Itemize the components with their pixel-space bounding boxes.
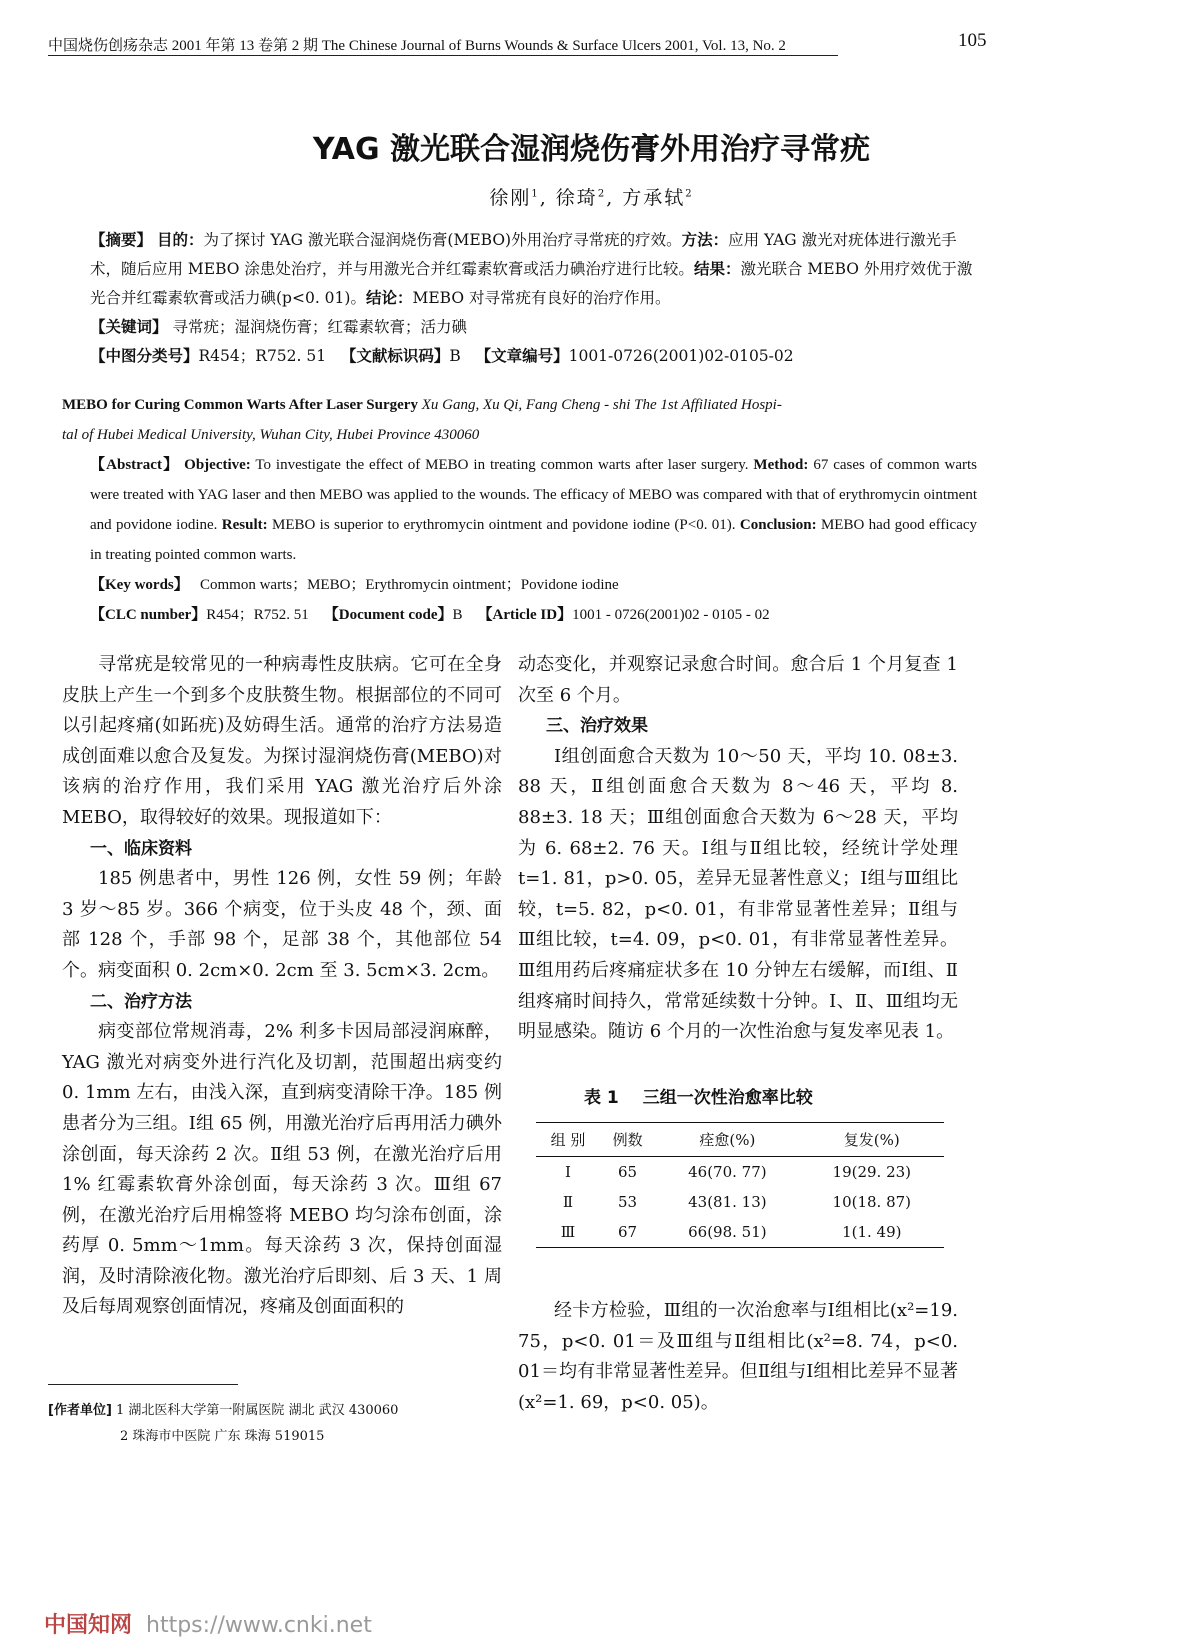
intro-paragraph: 寻常疣是较常见的一种病毒性皮肤病。它可在全身皮肤上产生一个到多个皮肤赘生物。根据部位的不同可以引起疼痛(如跖疣)及妨碍生活。通常的治疗方法易造成创面难以愈合及复发。为探讨湿润烧伤膏(MEBO)对该病的治疗作用，我们采用 YAG 激光治疗后外涂 MEBO，取得较好的效果。现报道如下： [62,654,502,828]
cnki-url[interactable]: https://www.cnki.net [146,1613,372,1638]
cnki-watermark [44,1608,372,1639]
author-affil-mark: 1 [531,188,540,200]
english-title-line [62,390,977,420]
section-heading: 三、治疗效果 [546,716,648,737]
english-affiliation: Xu Gang, Xu Qi, Fang Cheng - shi The 1st Affiliated Hospi- [421,397,782,413]
table-label: 表 1 [584,1088,619,1108]
header-rule [48,55,838,56]
author-name: 徐刚 [489,187,532,209]
article-title: YAG 激光联合湿润烧伤膏外用治疗寻常疣 [312,132,871,167]
table-caption: 表 1 三组一次性治愈率比较 [584,1088,813,1108]
table-row: Ⅱ 53 43(81. 13) 10(18. 87) [562,1193,912,1211]
author-list: 徐刚$^1$, 徐琦$^2$, 方承轼$^2$ [489,187,694,209]
section-heading: 二、治疗方法 [90,991,192,1012]
page-number: 105 [958,30,987,51]
cnki-logo-text: 中国知网 [44,1613,133,1638]
classification-en: 【CLC number】R454；R752. 51 【Document code】B 【Article ID】1001 - 0726(2001)02 - 0105 - 02 [90,607,770,623]
author-affil-mark: 2 [597,188,607,200]
section-heading: 一、临床资料 [90,838,192,859]
table-header-cell: 例数 [600,1123,655,1157]
body-right-column [518,650,958,1048]
author-affiliation-footnote: [作者单位] 1 湖北医科大学第一附属医院 湖北 武汉 430060 2 珠海市中医院 广东 珠海 519015 [48,1403,399,1444]
continued-paragraph: 动态变化，并观察记录愈合时间。愈合后 1 个月复查 1 次至 6 个月。 [518,654,958,706]
table-row: Ⅰ 65 46(70. 77) 19(29. 23) [565,1163,912,1181]
abstract-cn: 【摘要】 目的：为了探讨 YAG 激光联合湿润烧伤膏(MEBO)外用治疗寻常疣的疗效。方法：应用 YAG 激光对疣体进行激光手术，随后应用 MEBO 涂患处治疗，并与用激光合并红霉素软膏或活力碘治疗进行比较。结果：激光联合 MEBO 外用疗效优于激光合并红霉素软膏或活力碘(p<0. 01)。结论：MEBO 对寻常疣有良好的治疗作用。 【关键词】 寻常疣；湿润烧伤膏；红霉素软膏；活力碘 【中图分类号】R454；R752. 51 【文献标识码】B 【文章编号】1001-0726(2001)02-0105-02 [62,226,977,371]
table-header-cell: 痊愈(%) [655,1123,799,1157]
body-left-column [62,650,502,1323]
author-name: 徐琦 [555,187,598,209]
clinical-data-paragraph: 185 例患者中，男性 126 例，女性 59 例；年龄 3 岁～85 岁。366 个病变，位于头皮 48 个，颈、面部 128 个，手部 98 个，足部 38 个，其他部位 54 个。病变面积 0. 2cm×0. 2cm 至 3. 5cm×3. 2cm。 [62,868,502,981]
classification-cn: 【中图分类号】R454；R752. 51 【文献标识码】B 【文章编号】1001-0726(2001)02-0105-02 [90,347,794,365]
author-affil-mark: 2 [685,188,694,200]
chi-square-paragraph: 经卡方检验，Ⅲ组的一次治愈率与Ⅰ组相比(x²=19. 75，p<0. 01＝及Ⅲ组与Ⅱ组相比(x²=8. 74，p<0. 01＝均有非常显著性差异。但Ⅱ组与Ⅰ组相比差异不显著(x²=1. 69，p<0. 05)。 [518,1300,958,1413]
author-name: 方承轼 [622,187,686,209]
results-table [536,1122,944,1248]
running-head: 中国烧伤创疡杂志 2001 年第 13 卷第 2 期 The Chinese Journal of Burns Wounds & Surface Ulcers 2001, Vol. 13, No. 2 [48,38,786,54]
table-row: Ⅲ 67 66(98. 51) 1(1. 49) [536,1217,944,1248]
abstract-en: MEBO for Curing Common Warts After Laser Surgery Xu Gang, Xu Qi, Fang Cheng - shi The 1st Affiliated Hospi- tal of Hubei Medical University, Wuhan City, Hubei Province 430060 【Abstract】 Objective: To investigate the effect of MEBO in treating common warts after laser surgery. Method: 67 cases of common warts were treated with YAG laser and then MEBO was applied to the wounds. The efficacy of MEBO was compared with that of erythromycin ointment and povidone iodine. Result: MEBO is superior to erythromycin ointment and povidone iodine (P<0. 01). Conclusion: MEBO had good efficacy in treating pointed common warts. 【Key words】 Common warts；MEBO；Erythromycin ointment；Povidone iodine 【CLC number】R454；R752. 51 【Document code】B 【Article ID】1001 - 0726(2001)02 - 0105 - 02 [62,390,977,630]
keywords-cn: 【关键词】 寻常疣；湿润烧伤膏；红霉素软膏；活力碘 [90,318,467,336]
footnote-rule [48,1384,238,1385]
method-paragraph: 病变部位常规消毒，2% 利多卡因局部浸润麻醉，YAG 激光对病变外进行汽化及切割，范围超出病变约 0. 1mm 左右，由浅入深，直到病变清除干净。185 例患者分为三组。Ⅰ组 65 例，用激光治疗后再用活力碘外涂创面，每天涂药 2 次。Ⅱ组 53 例，在激光治疗后用 1% 红霉素软膏外涂创面，每天涂药 3 次。Ⅲ组 67 例，在激光治疗后用棉签将 MEBO 均匀涂布创面，涂药厚 0. 5mm～1mm。每天涂药 3 次，保持创面湿润，及时清除液化物。激光治疗后即刻、后 3 天、1 周及后每周观察创面情况，疼痛及创面面积的 [62,1021,502,1318]
results-paragraph: Ⅰ组创面愈合天数为 10～50 天，平均 10. 08±3. 88 天，Ⅱ组创面愈合天数为 8～46 天，平均 8. 88±3. 18 天；Ⅲ组创面愈合天数为 6～28 天，平均为 6. 68±2. 76 天。Ⅰ组与Ⅱ组比较，经统计学处理 t=1. 81，p>0. 05，差异无显著性意义；Ⅰ组与Ⅲ组比较，t=5. 82，p<0. 01，有非常显著性差异；Ⅱ组与Ⅲ组比较，t=4. 09，p<0. 01，有非常显著性差异。Ⅲ组用药后疼痛症状多在 10 分钟左右缓解，而Ⅰ组、Ⅱ组疼痛时间持久，常常延续数十分钟。Ⅰ、Ⅱ、Ⅲ组均无明显感染。随访 6 个月的一次性治愈与复发率见表 1。 [518,745,958,1043]
table-header-cell: 组 别 [536,1123,600,1157]
table-header-cell: 复发(%) [800,1123,944,1157]
english-title: MEBO for Curing Common Warts After Laser Surgery [62,397,418,413]
keywords-en: 【Key words】 Common warts；MEBO；Erythromycin ointment；Povidone iodine [90,577,619,593]
